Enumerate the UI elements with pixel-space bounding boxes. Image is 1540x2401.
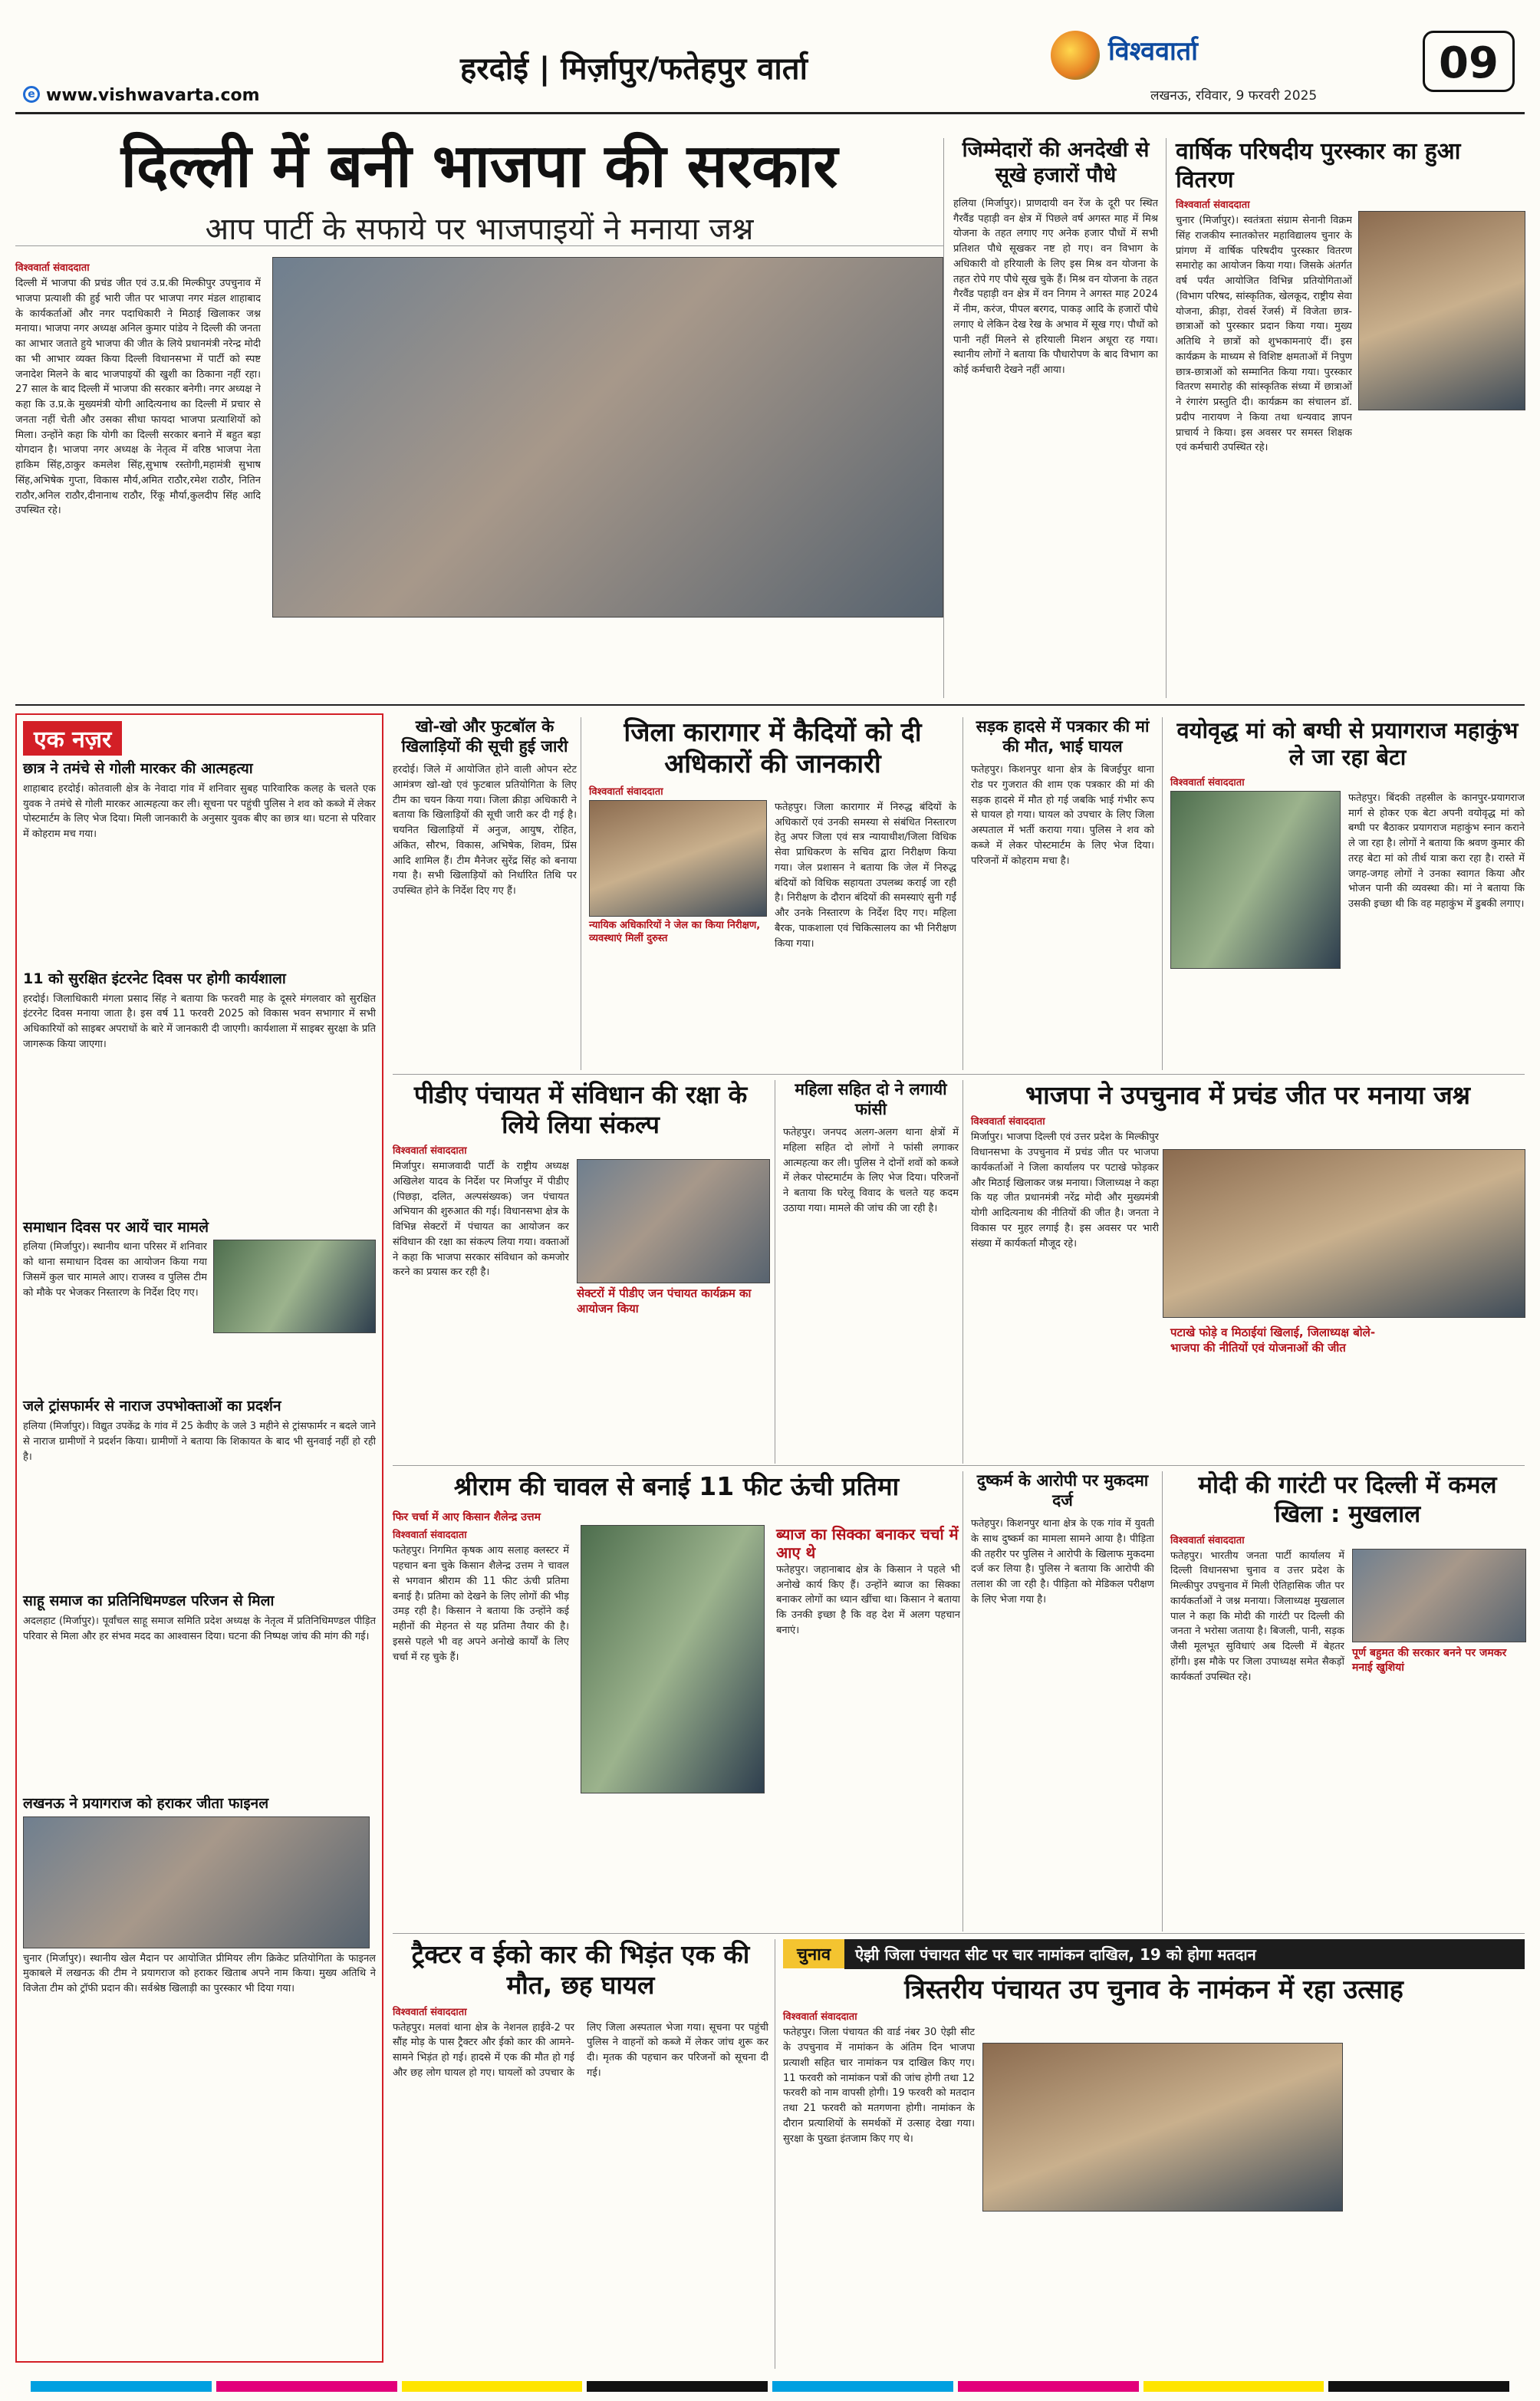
upchunav-story <box>962 1080 1525 1464</box>
modi-subhead: पूर्ण बहुमत की सरकार बनने पर जमकर मनाई खुशियां <box>1352 1646 1507 1674</box>
pratima-subhead: फिर चर्चा में आए किसान शैलेन्द्र उत्तम <box>393 1511 541 1524</box>
modi-headline: मोदी की गारंटी पर दिल्ली में कमल खिला : मुखलाल <box>1198 1471 1497 1528</box>
maa-photo <box>1170 791 1341 969</box>
byaj-box <box>776 1525 960 1716</box>
eknazar-box <box>15 713 383 2363</box>
byaj-headline: ब्याज का सिक्का बनाकर चर्चा में आए थे <box>776 1525 959 1563</box>
page-number: 09 <box>1423 31 1515 92</box>
lead-story <box>15 123 943 706</box>
eknazar-text: हलिया (मिर्जापुर)। विद्युत उपकेंद्र के गांव में 25 केवीए के जले 3 महीने से ट्रांसफार्मर न बदले जाने से नाराज ग्रामीणों ने प्रदर्शन किया। ग्रामीणों ने बताया कि शिकायत के बाद भी सुनवाई नहीं हो रही है। <box>23 1421 376 1463</box>
eknazar-headline: छात्र ने तमंचे से गोली मारकर की आत्महत्या <box>23 760 253 777</box>
upchunav-caption: पटाखे फोड़े व मिठाईयां खिलाई, जिलाध्यक्ष बोले- भाजपा की नीतियों एवं योजनाओं की जीत <box>1170 1326 1376 1355</box>
eknazar-item <box>23 760 376 966</box>
karagar-caption: न्यायिक अधिकारियों ने जेल का किया निरीक्षण, व्यवस्थाएं मिलीं दुरुस्त <box>589 919 761 944</box>
karagar-byline: विश्ववार्ता संवाददाता <box>589 786 663 798</box>
modi-body: फतेहपुर। भारतीय जनता पार्टी कार्यालय में दिल्ली विधानसभा चुनाव व उत्तर प्रदेश के मिल्कीपुर उपचुनाव में मिली ऐतिहासिक जीत पर कार्यकर्ताओं ने जश्न मनाया। जिलाध्यक्ष मुखलाल पाल ने कहा कि मोदी की गारंटी पर दिल्ली की जनता ने भरोसा जताया है। बिजली, पानी, सड़क जैसी मूलभूत सुविधाएं अब दिल्ली में बेहतर होंगी। इस मौके पर जिला उपाध्यक्ष समेत सैकड़ों कार्यकर्ता उपस्थित रहे। <box>1170 1550 1344 1683</box>
row1-rule <box>15 704 1525 706</box>
eknazar-headline: लखनऊ ने प्रयागराज को हराकर जीता फाइनल <box>23 1794 269 1812</box>
khokho-body: हरदोई। जिले में आयोजित होने वाली ओपन स्टेट आमंत्रण खो-खो एवं फुटबाल प्रतियोगिता के लिए टीम का चयन किया गया। जिला क्रीड़ा अधिकारी ने बताया कि खिलाड़ियों की सूची जारी कर दी गई है। चयनित खिलाड़ियों में अनुज, आयुष, रोहित, अंकित, सौरभ, विकास, अभिषेक, शिवम, प्रिंस आदि शामिल हैं। टीम मैनेजर सुरेंद्र सिंह को बनाया गया है। सभी खिलाड़ियों को निर्धारित तिथि पर उपस्थित होने के निर्देश दिए गए हैं। <box>393 764 577 897</box>
chunav-tag: चुनाव <box>783 1939 844 1968</box>
puraskar-photo <box>1358 211 1525 410</box>
dushkarm-story <box>962 1471 1154 1932</box>
khokho-story <box>393 717 577 1070</box>
upchunav-body: मिर्जापुर। भाजपा दिल्ली एवं उत्तर प्रदेश के मिल्कीपुर विधानसभा के उपचुनाव में प्रचंड जीत पर भाजपा कार्यकर्ताओं ने जिला कार्यालय पर पटाखे फोड़कर और मिठाई खिलाकर जश्न मनाया। जिलाध्यक्ष ने कहा कि यह जीत प्रधानमंत्री नरेंद्र मोदी और मुख्यमंत्री योगी आदित्यनाथ की नीतियों की जीत है। जनता ने विकास पर मुहर लगाई है। इस अवसर पर भारी संख्या में कार्यकर्ता मौजूद रहे। <box>971 1131 1159 1250</box>
khokho-headline: खो-खो और फुटबॉल के खिलाड़ियों की सूची हुई जारी <box>401 717 568 756</box>
chunav-byline: विश्ववार्ता संवाददाता <box>783 2011 857 2024</box>
chunav-headline: त्रिस्तरीय पंचायत उप चुनाव के नामंकन में रहा उत्साह <box>904 1974 1403 2005</box>
lead-divider <box>15 245 943 246</box>
dateline: लखनऊ, रविवार, 9 फरवरी 2025 <box>1150 88 1318 104</box>
maa-body: फतेहपुर। बिंदकी तहसील के कानपुर-प्रयागराज मार्ग से होकर एक बेटा अपनी वयोवृद्ध मां को बग्घी पर बैठाकर प्रयागराज महाकुंभ स्नान कराने ले जा रहा है। लोगों ने बताया कि श्रवण कुमार की तरह बेटा मां को तीर्थ यात्रा करा रहा है। रास्ते में जगह-जगह लोगों ने उनका स्वागत किया और भोजन पानी की व्यवस्था की। मां ने बताया कि उसकी इच्छा थी कि वह महाकुंभ में डुबकी लगाए। <box>1348 792 1525 910</box>
chunav-body: फतेहपुर। जिला पंचायत की वार्ड नंबर 30 ऐझी सीट के उपचुनाव में नामांकन के अंतिम दिन भाजपा प्रत्याशी सहित चार नामांकन पत्र दाखिल किए गए। 11 फरवरी को नामांकन पत्रों की जांच होगी तथा 12 फरवरी को नाम वापसी होगी। 19 फरवरी को मतदान तथा 21 फरवरी को मतगणना होगी। नामांकन के दौरान प्रत्याशियों के समर्थकों में उत्साह देखा गया। सुरक्षा के पुख्ता इंतजाम किए गए थे। <box>783 2027 975 2145</box>
upchunav-headline: भाजपा ने उपचुनाव में प्रचंड जीत पर मनाया जश्न <box>1025 1080 1471 1110</box>
pdaa-body: मिर्जापुर। समाजवादी पार्टी के राष्ट्रीय अध्यक्ष अखिलेश यादव के निर्देश पर मिर्जापुर में पीडीए (पिछड़ा, दलित, अल्पसंख्यक) जन पंचायत अभियान की शुरुआत की गई। विधानसभा क्षेत्र के विभिन्न सेक्टरों में पंचायत का आयोजन कर संविधान की रक्षा का संकल्प लिया गया। वक्ताओं ने कहा कि भाजपा सरकार संविधान को कमजोर करने का प्रयास कर रही है। <box>393 1161 569 1279</box>
row3-rule <box>393 1465 1525 1466</box>
header-rule <box>15 112 1525 114</box>
pdaa-photo-wrap <box>577 1159 768 1316</box>
karagar-story <box>581 717 956 1070</box>
brand-name: विश्ववार्ता <box>1108 36 1198 67</box>
karagar-photo <box>589 800 767 917</box>
lead-headline: दिल्ली में बनी भाजपा की सरकार <box>120 132 838 201</box>
upchunav-photo <box>1163 1149 1525 1318</box>
pdaa-caption: सेक्टरों में पीडीए जन पंचायत कार्यक्रम का आयोजन किया <box>577 1286 752 1316</box>
chunav-photo <box>982 2043 1343 2212</box>
masthead <box>0 0 1540 115</box>
eknazar-text: चुनार (मिर्जापुर)। स्थानीय खेल मैदान पर आयोजित प्रीमियर लीग क्रिकेट प्रतियोगिता के फाइनल मुकाबले में लखनऊ की टीम ने प्रयागराज को हराकर खिताब अपने नाम किया। मुख्य अतिथि ने विजेता टीम को ट्रॉफी प्रदान की। सर्वश्रेष्ठ खिलाड़ी का पुरस्कार भी दिया गया। <box>23 1952 376 1994</box>
maa-story <box>1162 717 1525 1070</box>
pdaa-photo <box>577 1159 770 1283</box>
lead-photo <box>272 257 943 618</box>
modi-byline: विश्ववार्ता संवाददाता <box>1170 1534 1245 1546</box>
website-icon: e <box>23 86 40 103</box>
pratima-headline: श्रीराम की चावल से बनाई 11 फीट ऊंची प्रतिमा <box>453 1471 900 1501</box>
color-registration-bar <box>31 2381 1509 2392</box>
eknazar-item <box>23 1219 376 1394</box>
modi-photo-wrap <box>1352 1549 1525 1675</box>
tractor-body: फतेहपुर। मलवां थाना क्षेत्र के नेशनल हाईवे-2 पर सौंह मोड़ के पास ट्रैक्टर और ईको कार की आमने-सामने भिड़ंत हो गई। हादसे में एक की मौत हो गई और छह लोग घायल हो गए। घायलों को उपचार के लिए जिला अस्पताल भेजा गया। सूचना पर पहुंची पुलिस ने वाहनों को कब्जे में लेकर जांच शुरू कर दी। मृतक की पहचान कर परिजनों को सूचना दी गई। <box>393 2021 768 2079</box>
eknazar-item <box>23 1592 376 1790</box>
pratima-byline: विश्ववार्ता संवाददाता <box>393 1530 467 1542</box>
chunav-story <box>775 1939 1525 2369</box>
puraskar-headline: वार्षिक परिषदीय पुरस्कार का हुआ वितरण <box>1176 138 1461 193</box>
eknazar-headline: 11 को सुरक्षित इंटरनेट दिवस पर होगी कार्यशाला <box>23 970 286 987</box>
eknazar-text: हलिया (मिर्जापुर)। स्थानीय थाना परिसर में शनिवार को थाना समाधान दिवस का आयोजन किया गया जिसमें कुल चार मामले आए। राजस्व व पुलिस टीम को मौके पर भेजकर निस्तारण के निर्देश दिए गए। <box>23 1241 207 1299</box>
tractor-headline: ट्रैक्टर व ईको कार की भिड़ंत एक की मौत, छह घायल <box>411 1939 750 2001</box>
karagar-body: फतेहपुर। जिला कारागार में निरुद्ध बंदियों के अधिकारों एवं उनकी समस्या से संबंधित निस्तारण हेतु अपर जिला एवं सत्र न्यायाधीश/जिला विधिक सेवा प्राधिकरण के सचिव द्वारा निरीक्षण किया गया। जेल प्रशासन ने बताया कि जेल में निरुद्ध बंदियों को विधिक सहायता उपलब्ध कराई जा रही है। निरीक्षण के दौरान बंदियों की समस्याएं सुनी गईं और उनके निस्तारण के निर्देश दिए गए। महिला बैरक, पाकशाला एवं चिकित्सालय का भी निरीक्षण किया गया। <box>775 801 956 950</box>
upchunav-byline: विश्ववार्ता संवाददाता <box>971 1116 1045 1128</box>
eknazar-photo <box>23 1816 370 1948</box>
patrakar-body: फतेहपुर। किशनपुर थाना क्षेत्र के बिजईपुर थाना रोड पर गुजरात की शाम एक पत्रकार की मां की सड़क हादसे में मौत हो गई जबकि भाई गंभीर रूप से घायल हो गया। घायल को उपचार के लिए जिला अस्पताल में भर्ती कराया गया। पुलिस ने शव को कब्जे में लेकर पोस्टमार्टम के लिए भेज दिया। परिजनों में कोहराम मचा है। <box>971 764 1154 867</box>
jimmedaron-headline: जिम्मेदारों की अनदेखी से सूखे हजारों पौधे <box>962 138 1150 187</box>
puraskar-body: चुनार (मिर्जापुर)। स्वतंत्रता संग्राम सेनानी विक्रम सिंह राजकीय स्नातकोत्तर महाविद्यालय चुनार के प्रांगण में वार्षिक परिषदीय पुरस्कार वितरण समारोह का आयोजन किया गया। जिसके अंतर्गत वर्ष पर्यंत आयोजित विभिन्न प्रतियोगिताओं (विभाग परिषद, सांस्कृतिक, खेलकूद, राष्ट्रीय सेवा योजना, क्रीड़ा, रोवर्स रेंजर्स) में विजेता छात्र-छात्राओं को पुरस्कार प्रदान किया गया। मुख्य अतिथि ने छात्रों को शुभकामनाएं दीं। इस कार्यक्रम के माध्यम से विशिष्ट क्षमताओं में निपुण छात्र-छात्राओं को सम्मानित किया गया। पुरस्कार वितरण समारोह की सांस्कृतिक संध्या में छात्राओं ने रंगारंग प्रस्तुति दी। कार्यक्रम का संचालन डॉ. प्रदीप नारायण ने किया तथा धन्यवाद ज्ञापन प्राचार्य ने किया। इस अवसर पर समस्त शिक्षक एवं कर्मचारी उपस्थित रहे। <box>1176 215 1352 454</box>
mahila-headline: महिला सहित दो ने लगायी फांसी <box>795 1080 947 1118</box>
row2-rule <box>393 1074 1525 1075</box>
byaj-body: फतेहपुर। जहानाबाद क्षेत्र के किसान ने पहले भी अनोखे कार्य किए हैं। उन्होंने ब्याज का सिक्का बनाकर लोगों का ध्यान खींचा था। किसान ने बताया कि उनकी इच्छा है कि वह देश में अलग पहचान बनाएं। <box>776 1563 960 1636</box>
karagar-headline: जिला कारागार में कैदियों को दी अधिकारों की जानकारी <box>624 717 922 780</box>
eknazar-headline: समाधान दिवस पर आयें चार मामले <box>23 1218 209 1236</box>
jimmedaron-story <box>943 138 1158 698</box>
eknazar-title: एक नज़र <box>23 721 122 756</box>
eknazar-item <box>23 1795 376 2074</box>
tractor-story <box>393 1939 768 2369</box>
jimmedaron-body: हलिया (मिर्जापुर)। प्राणदायी वन रेंज के दूरी पर स्थित गैरवैंड पहाड़ी वन क्षेत्र में पिछले वर्ष अगस्त माह में मिश्र योजना के तहत लगाए गए अनेक हजार पौधों में सभी प्रतिशत पौधे सूखकर नष्ट हो गए। वन विभाग के अधिकारी वो हरियाली के लिए इस मिश्र वन योजना के तहत रोपे गए पौधे सूख चुके हैं। मिश्र वन योजना के तहत गैरवैंड पहाड़ी वन क्षेत्र में वन निगम ने अगस्त माह 2024 में नीम, करंज, पीपल बरगद, पाकड़ आदि के हजारों पौधे लगाए थे लेकिन देख रेख के अभाव में सूख गए। पौधों को पानी नहीं मिलने से हरियाली मिशन अधूरा रह गया। स्थानीय लोगों ने बताया कि पौधारोपण के बाद विभाग का कोई कर्मचारी देखने नहीं आया। <box>953 197 1158 377</box>
lead-body: दिल्ली में भाजपा की प्रचंड जीत एवं उ.प्र.की मिल्कीपुर उपचुनाव में भाजपा प्रत्याशी की हुई भारी जीत पर भाजपा नगर मंडल शाहाबाद के कार्यकर्ताओं और नगर पदाधिकारी ने मिठाई खिलाकर जश्न मनाया। भाजपा नगर अध्यक्ष अनिल कुमार पांडेय ने दिल्ली की जनता का आभार जताते हुये भाजपा की जीत के लिये प्रधानमंत्री नरेन्द्र मोदी का भी आभार व्यक्त किया दिल्ली विधानसभा में पार्टी को स्पष्ट जनादेश मिलने के बाद भाजपाइयों की खुशी का ठिकाना नहीं रहा।27 साल के बाद दिल्ली में भाजपा की सरकार बनेगी। नगर अध्यक्ष ने कहा कि उ.प्र.के मुख्यमंत्री योगी आदित्यनाथ का दिल्ली में प्रचार से जनता नहीं चेती और उसका सीधा फायदा भाजपा प्रत्याशियों को मिला। उन्होंने कहा कि योगी का दिल्ली सरकार बनाने में बहुत बड़ा योगदान है। भाजपा नगर अध्यक्ष के नेतृत्व में वरिष्ठ भाजपा नेता हाकिम सिंह,ठाकुर कमलेश सिंह,सुभाष रस्तोगी,महामंत्री सुभाष सिंह,अभिषेक गुप्ता, विकास मौर्य,अमित राठौर,रमेश राठौर, नितिन राठौर,अनिल राठौर,दीनानाथ राठौर, रिंकू मौर्या,कुलदीप सिंह आदि उपस्थित रहे। <box>15 278 261 517</box>
brand-logo-icon <box>1051 31 1100 80</box>
patrakar-story <box>962 717 1154 1070</box>
modi-photo <box>1352 1549 1526 1642</box>
maa-byline: विश्ववार्ता संवाददाता <box>1170 776 1245 789</box>
patrakar-headline: सड़क हादसे में पत्रकार की मां की मौत, भाई घायल <box>976 717 1150 756</box>
eknazar-headline: जले ट्रांसफार्मर से नाराज उपभोक्ताओं का प्रदर्शन <box>23 1398 281 1415</box>
eknazar-text: शाहाबाद हरदोई। कोतवाली क्षेत्र के नेवादा गांव में शनिवार सुबह पारिवारिक कलह के चलते एक युवक ने तमंचे से गोली मारकर आत्महत्या कर ली। सूचना पर पहुंची पुलिस ने शव को कब्जे में लेकर पोस्टमार्टम के लिए भेज दिया। मिली जानकारी के अनुसार युवक बीए का छात्र था। घटना से परिवार में कोहराम मच गया। <box>23 782 376 840</box>
mahila-story <box>775 1080 959 1464</box>
pdaa-byline: विश्ववार्ता संवाददाता <box>393 1145 467 1158</box>
modi-story <box>1162 1471 1525 1932</box>
website-link[interactable]: www.vishwavarta.com <box>46 86 260 105</box>
pratima-photo <box>581 1525 765 1793</box>
tractor-byline: विश्ववार्ता संवाददाता <box>393 2006 467 2018</box>
pdaa-headline: पीडीए पंचायत में संविधान की रक्षा के लिये लिया संकल्प <box>413 1080 748 1140</box>
eknazar-item <box>23 1398 376 1588</box>
mahila-body: फतेहपुर। जनपद अलग-अलग थाना क्षेत्रों में महिला सहित दो लोगों ने फांसी लगाकर आत्महत्या कर ली। पुलिस ने दोनों शवों को कब्जे में लेकर पोस्टमार्टम के लिए भेज दिया। परिजनों ने बताया कि घरेलू विवाद के चलते यह कदम उठाया गया। मामले की जांच की जा रही है। <box>783 1127 959 1214</box>
puraskar-byline: विश्ववार्ता संवाददाता <box>1176 199 1250 212</box>
section-title: हरदोई | मिर्ज़ापुर/फतेहपुर वार्ता <box>460 51 808 87</box>
chunav-strip <box>783 1939 1525 1968</box>
puraskar-story <box>1166 138 1525 698</box>
row4-rule <box>393 1933 1525 1934</box>
dushkarm-headline: दुष्कर्म के आरोपी पर मुकदमा दर्ज <box>976 1471 1149 1510</box>
eknazar-text: हरदोई। जिलाधिकारी मंगला प्रसाद सिंह ने बताया कि फरवरी माह के दूसरे मंगलवार को सुरक्षित इंटरनेट दिवस मनाया जाता है। इस वर्ष 11 फरवरी 2025 को विकास भवन सभागार में सभी अधिकारियों को साइबर अपराधों के बारे में जानकारी दी जाएगी। कार्यशाला में साइबर सुरक्षा के प्रति जागरूक किया जाएगा। <box>23 993 376 1050</box>
eknazar-headline: साहू समाज का प्रतिनिधिमण्डल परिजन से मिला <box>23 1592 275 1609</box>
lead-subhead: आप पार्टी के सफाये पर भाजपाइयों ने मनाया जश्न <box>205 212 754 248</box>
maa-headline: वयोवृद्ध मां को बग्घी से प्रयागराज महाकुंभ ले जा रहा बेटा <box>1176 717 1519 771</box>
pratima-body: फतेहपुर। निगमित कृषक आय सलाह क्लस्टर में पहचान बना चुके किसान शैलेन्द्र उत्तम ने चावल से भगवान श्रीराम की 11 फीट ऊंची प्रतिमा बनाई है। प्रतिमा को देखने के लिए लोगों की भीड़ उमड़ रही है। किसान ने बताया कि उन्होंने कई महीनों की मेहनत से यह प्रतिमा तैयार की है। इससे पहले भी वह अपने अनोखे कार्यों के लिए चर्चा में रह चुके हैं। <box>393 1545 569 1663</box>
dushkarm-body: फतेहपुर। किशनपुर थाना क्षेत्र के एक गांव में युवती के साथ दुष्कर्म का मामला सामने आया है। पीड़िता की तहरीर पर पुलिस ने आरोपी के खिलाफ मुकदमा दर्ज कर लिया है। पुलिस ने बताया कि आरोपी की तलाश की जा रही है। पीड़िता को मेडिकल परीक्षण के लिए भेजा गया है। <box>971 1518 1154 1606</box>
lead-text-col <box>15 257 261 706</box>
chunav-strip-text: ऐझी जिला पंचायत सीट पर चार नामांकन दाखिल, 19 को होगा मतदान <box>844 1939 1525 1969</box>
eknazar-item <box>23 970 376 1214</box>
karagar-photo-wrap <box>589 800 765 946</box>
pdaa-story <box>393 1080 768 1464</box>
eknazar-photo <box>213 1240 376 1333</box>
pratima-story <box>393 1471 960 1932</box>
lead-byline: विश्ववार्ता संवाददाता <box>15 262 90 274</box>
eknazar-text: अदलहाट (मिर्जापुर)। पूर्वांचल साहू समाज समिति प्रदेश अध्यक्ष के नेतृत्व में प्रतिनिधिमण्डल पीड़ित परिवार से मिला और हर संभव मदद का आश्वासन दिया। घटना की निष्पक्ष जांच की मांग की गई। <box>23 1615 376 1642</box>
